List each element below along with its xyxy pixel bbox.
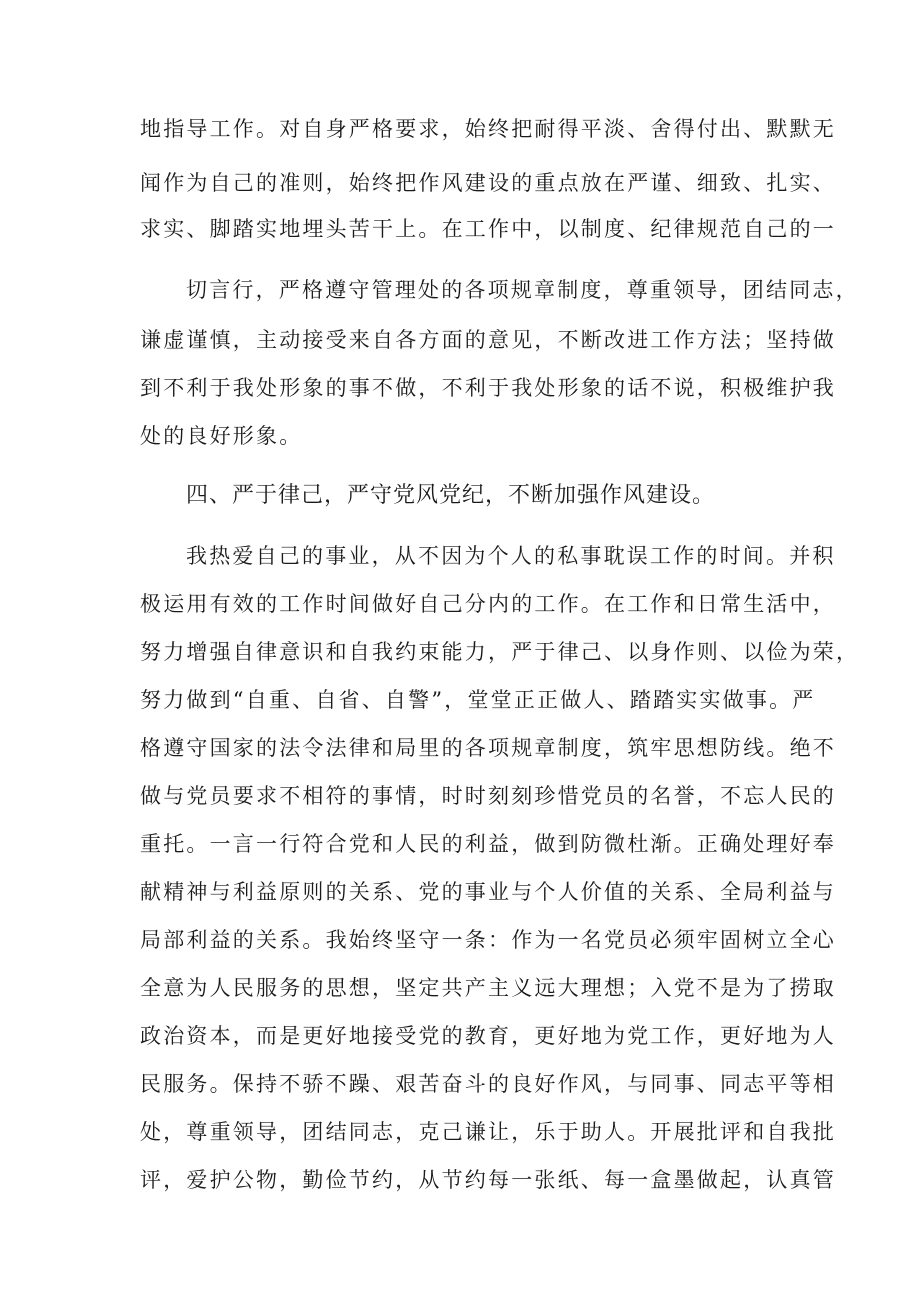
text-line: 谦虚谨慎，主动接受来自各方面的意见，不断改进工作方法；坚持做 [140, 328, 836, 352]
text-line: 努力增强自律意识和自我约束能力，严于律己、以身作则、以俭为荣， [140, 640, 860, 664]
section-heading: 四、严于律己，严守党风党纪，不断加强作风建设。 [186, 483, 716, 508]
text-line: 闻作为自己的准则，始终把作风建设的重点放在严谨、细致、扎实、 [140, 171, 836, 195]
text-line: 求实、脚踏实地埋头苦干上。在工作中，以制度、纪律规范自己的一 [140, 217, 836, 241]
text-line: 政治资本，而是更好地接受党的教育，更好地为党工作，更好地为人 [140, 1024, 836, 1048]
text-line: 局部利益的关系。我始终坚守一条：作为一名党员必须牢固树立全心 [140, 928, 836, 952]
text-line: 重托。一言一行符合党和人民的利益，做到防微杜渐。正确处理好奉 [140, 832, 836, 856]
text-line: 全意为人民服务的思想，坚定共产主义远大理想；入党不是为了捞取 [140, 976, 836, 1000]
text-line: 评，爱护公物，勤俭节约，从节约每一张纸、每一盒墨做起，认真管 [140, 1168, 836, 1192]
text-line: 民服务。保持不骄不躁、艰苦奋斗的良好作风，与同事、同志平等相 [140, 1072, 836, 1096]
text-line: 处，尊重领导，团结同志，克己谦让，乐于助人。开展批评和自我批 [140, 1120, 836, 1144]
text-line: 极运用有效的工作时间做好自己分内的工作。在工作和日常生活中， [140, 592, 836, 616]
text-line: 努力做到“自重、自省、自警”，堂堂正正做人、踏踏实实做事。严 [140, 688, 816, 712]
text-line: 地指导工作。对自身严格要求，始终把耐得平淡、舍得付出、默默无 [140, 117, 836, 141]
text-line: 我热爱自己的事业，从不因为个人的私事耽误工作的时间。并积 [186, 544, 836, 568]
text-line: 切言行，严格遵守管理处的各项规章制度，尊重领导，团结同志， [186, 278, 859, 302]
text-line: 处的良好形象。 [140, 424, 303, 448]
text-line: 献精神与利益原则的关系、党的事业与个人价值的关系、全局利益与 [140, 880, 836, 904]
text-line: 到不利于我处形象的事不做，不利于我处形象的话不说，积极维护我 [140, 376, 836, 400]
text-line: 做与党员要求不相符的事情，时时刻刻珍惜党员的名誉，不忘人民的 [140, 784, 836, 808]
text-line: 格遵守国家的法令法律和局里的各项规章制度，筑牢思想防线。绝不 [140, 736, 836, 760]
